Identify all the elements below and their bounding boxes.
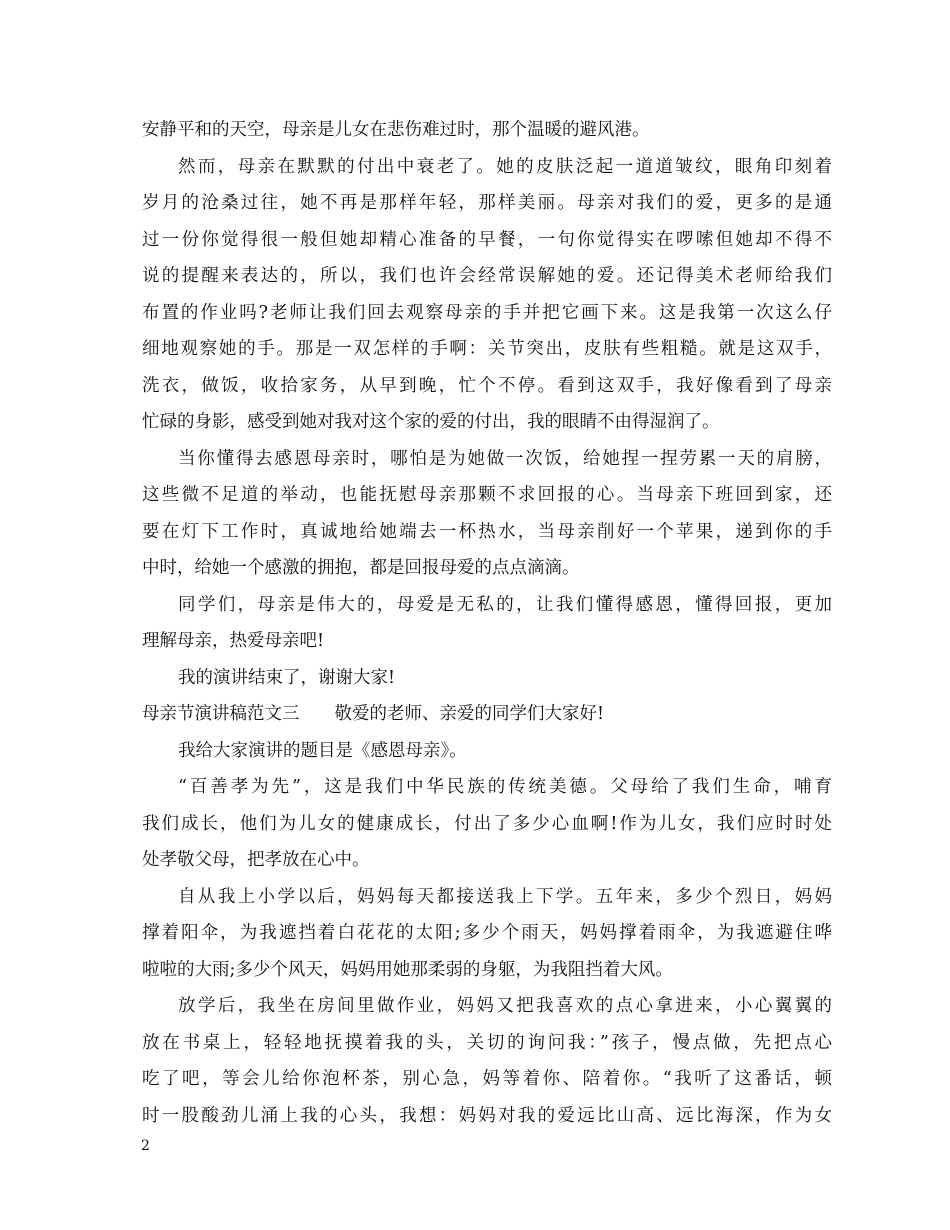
text-line: 然而，母亲在默默的付出中衰老了。她的皮肤泛起一道道皱纹，眼角印刻着 — [178, 156, 832, 177]
text-line: 洗衣，做饭，收拾家务，从早到晚，忙个不停。看到这双手，我好像看到了母亲 — [142, 375, 832, 396]
text-line: 这些微不足道的举动，也能抚慰母亲那颗不求回报的心。当母亲下班回到家，还 — [142, 485, 832, 505]
text-line: 同学们，母亲是伟大的，母爱是无私的，让我们懂得感恩，懂得回报，更加 — [178, 594, 832, 615]
text-line: 我的演讲结束了，谢谢大家! — [178, 667, 396, 688]
text-line: 放在书桌上，轻轻地抚摸着我的头，关切的询问我：”孩子，慢点做，先把点心 — [142, 1032, 832, 1053]
text-line: 理解母亲，热爱母亲吧! — [142, 631, 325, 651]
text-line: 布置的作业吗?老师让我们回去观察母亲的手并把它画下来。这是我第一次这么仔 — [142, 302, 832, 323]
text-line: 我给大家演讲的题目是《感恩母亲》。 — [178, 740, 467, 761]
text-line: 时一股酸劲儿涌上我的心头，我想：妈妈对我的爱远比山高、远比海深，作为女 — [142, 1105, 832, 1126]
text-line: 当你懂得去感恩母亲时，哪怕是为她做一次饭，给她捏一捏劳累一天的肩膀， — [178, 448, 832, 469]
text-line: 过一份你觉得很一般但她却精心准备的早餐，一句你觉得实在啰嗦但她却不得不 — [142, 229, 832, 250]
text-line: “百善孝为先”，这是我们中华民族的传统美德。父母给了我们生命，哺育 — [178, 777, 832, 797]
text-line: 中时，给她一个感激的拥抱，都是回报母爱的点点滴滴。 — [142, 558, 580, 578]
text-line: 母亲节演讲稿范文三 敬爱的老师、亲爱的同学们大家好! — [142, 704, 605, 724]
text-line: 我们成长，他们为儿女的健康成长，付出了多少心血啊!作为儿女，我们应时时处 — [142, 813, 832, 834]
text-line: 岁月的沧桑过往，她不再是那样年轻，那样美丽。母亲对我们的爱，更多的是通 — [142, 193, 832, 213]
text-line: 处孝敬父母，把孝放在心中。 — [142, 850, 370, 870]
text-line: 啦啦的大雨;多少个风天，妈妈用她那柔弱的身躯，为我阻挡着大风。 — [142, 959, 673, 980]
text-line: 细地观察她的手。那是一双怎样的手啊：关节突出，皮肤有些粗糙。就是这双手， — [142, 339, 832, 359]
text-line: 忙碌的身影，感受到她对我对这个家的爱的付出，我的眼睛不由得湿润了。 — [142, 412, 720, 432]
page-number: 2 — [141, 1138, 150, 1154]
text-line: 安静平和的天空，母亲是儿女在悲伤难过时，那个温暖的避风港。 — [142, 120, 650, 140]
text-line: 撑着阳伞，为我遮挡着白花花的太阳;多少个雨天，妈妈撑着雨伞，为我遮避住哗 — [142, 923, 832, 943]
document-body — [142, 112, 832, 1134]
text-line: 放学后，我坐在房间里做作业，妈妈又把我喜欢的点心拿进来，小心翼翼的 — [178, 996, 832, 1016]
text-line: 说的提醒来表达的，所以，我们也许会经常误解她的爱。还记得美术老师给我们 — [142, 266, 832, 286]
text-line: 吃了吧，等会儿给你泡杯茶，别心急，妈等着你、陪着你。“我听了这番话，顿 — [142, 1069, 832, 1089]
text-line: 自从我上小学以后，妈妈每天都接送我上下学。五年来，多少个烈日，妈妈 — [178, 886, 832, 907]
text-line: 要在灯下工作时，真诚地给她端去一杯热水，当母亲削好一个苹果，递到你的手 — [142, 521, 832, 542]
